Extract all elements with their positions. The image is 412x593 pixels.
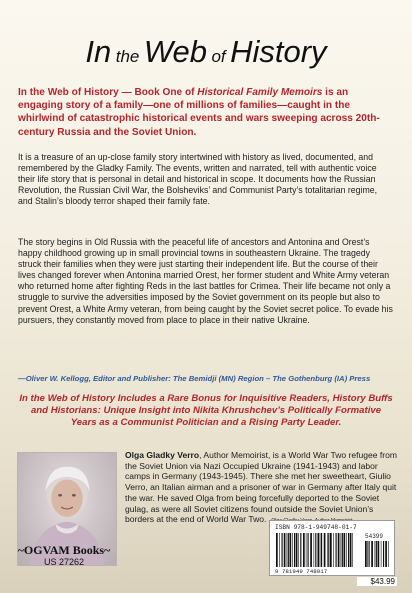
title-word: the [115,47,140,66]
barcode-digits: 9 781949 748017 [275,568,328,575]
price: $43.99 [357,577,397,586]
isbn-number: ISBN 978-1-949748-01-7 [275,524,357,531]
bonus-title: In the Web of History [19,393,116,404]
barcode-addon: 54399 [365,533,384,540]
title-word: In [85,34,112,69]
publisher-name: ~OGVAM Books~ [17,543,111,557]
bonus-text: Includes a Rare Bonus for Inquisitive Readers, History Buffs and Historians: Unique Insight into Nikita Khrushchev’s Politically Formative Years as a Communist Politician and a Rising Party Leader. [30,393,393,429]
isbn-barcode [269,520,395,576]
intro-title: In the Web of History [18,87,119,98]
story-paragraph: The story begins in Old Russia with the peaceful life of ancestors and Antonina and Orest’s happy childhood growing up in small provincial towns in southeastern Ukraine. The tragedy struck their families when they were just starting their independent life. But the course of their lives changed forever when Antonina married Orest, her former student and White Army veteran who returned home after fighting Reds in the last battles for Crimea. Their life became not only a struggle to survive the adversities imposed by the Soviet government on its people but also to prevent Orest, a White Army veteran, from being caught by the Soviet secret police. To evade his pursuers, they constantly moved from place to place in their native Ukraine. [18,237,393,325]
author-bio-text: , Author Memoirist, is a World War Two refugee from the Soviet Union via Nazi Occupied Ukraine (1941-1943) and labor camps in Germany (1943-1945). There she met her sweetheart, Giulio Verro, an Italian airman and a prisoner of war in Germany after Italy quit the war. He saved Olga from being forcefully deported to the Soviet gulag, as were all Soviet citizens found outside the Soviet Union’s borders at the end of World War Two. [125,450,398,525]
barcode-bars [275,533,355,567]
title-word: Web [143,34,208,69]
title-word: of [211,47,226,66]
barcode-addon-bars [364,541,390,567]
intro-rest: is an engaging story of a family—one of millions of families—caught in the whirlwind of catastrophic historical events and wars sweeping across 20th-century Russia and the Soviet Union. [18,87,380,138]
book-title [0,34,412,70]
bonus-paragraph [18,393,394,429]
author-name: Olga Gladky Verro [125,450,200,460]
intro-paragraph [18,86,394,139]
description-paragraph: It is a treasure of an up-close family story intertwined with history as lived, documented, and remembered by the Gladky Family. The events, written and narrated, tell with authentic voice their life story that is personal in detail and historical in scope. It documents how the Russian Revolution, the Russian Civil War, the Bolsheviks’ and Communist Party’s totalitarian regime, and Stalin’s bloody terror shaped their family fate. [18,152,378,207]
title-word: History [230,34,327,69]
intro-dash: — Book One of [118,87,198,98]
series-name: Historical Family Memoirs [197,87,323,98]
publisher-code: US 27262 [43,557,85,567]
author-bio [125,450,400,527]
review-attribution: —Oliver W. Kellogg, Editor and Publisher: The Bemidji (MN) Region – The Gothenburg (IA) Press [18,374,371,383]
